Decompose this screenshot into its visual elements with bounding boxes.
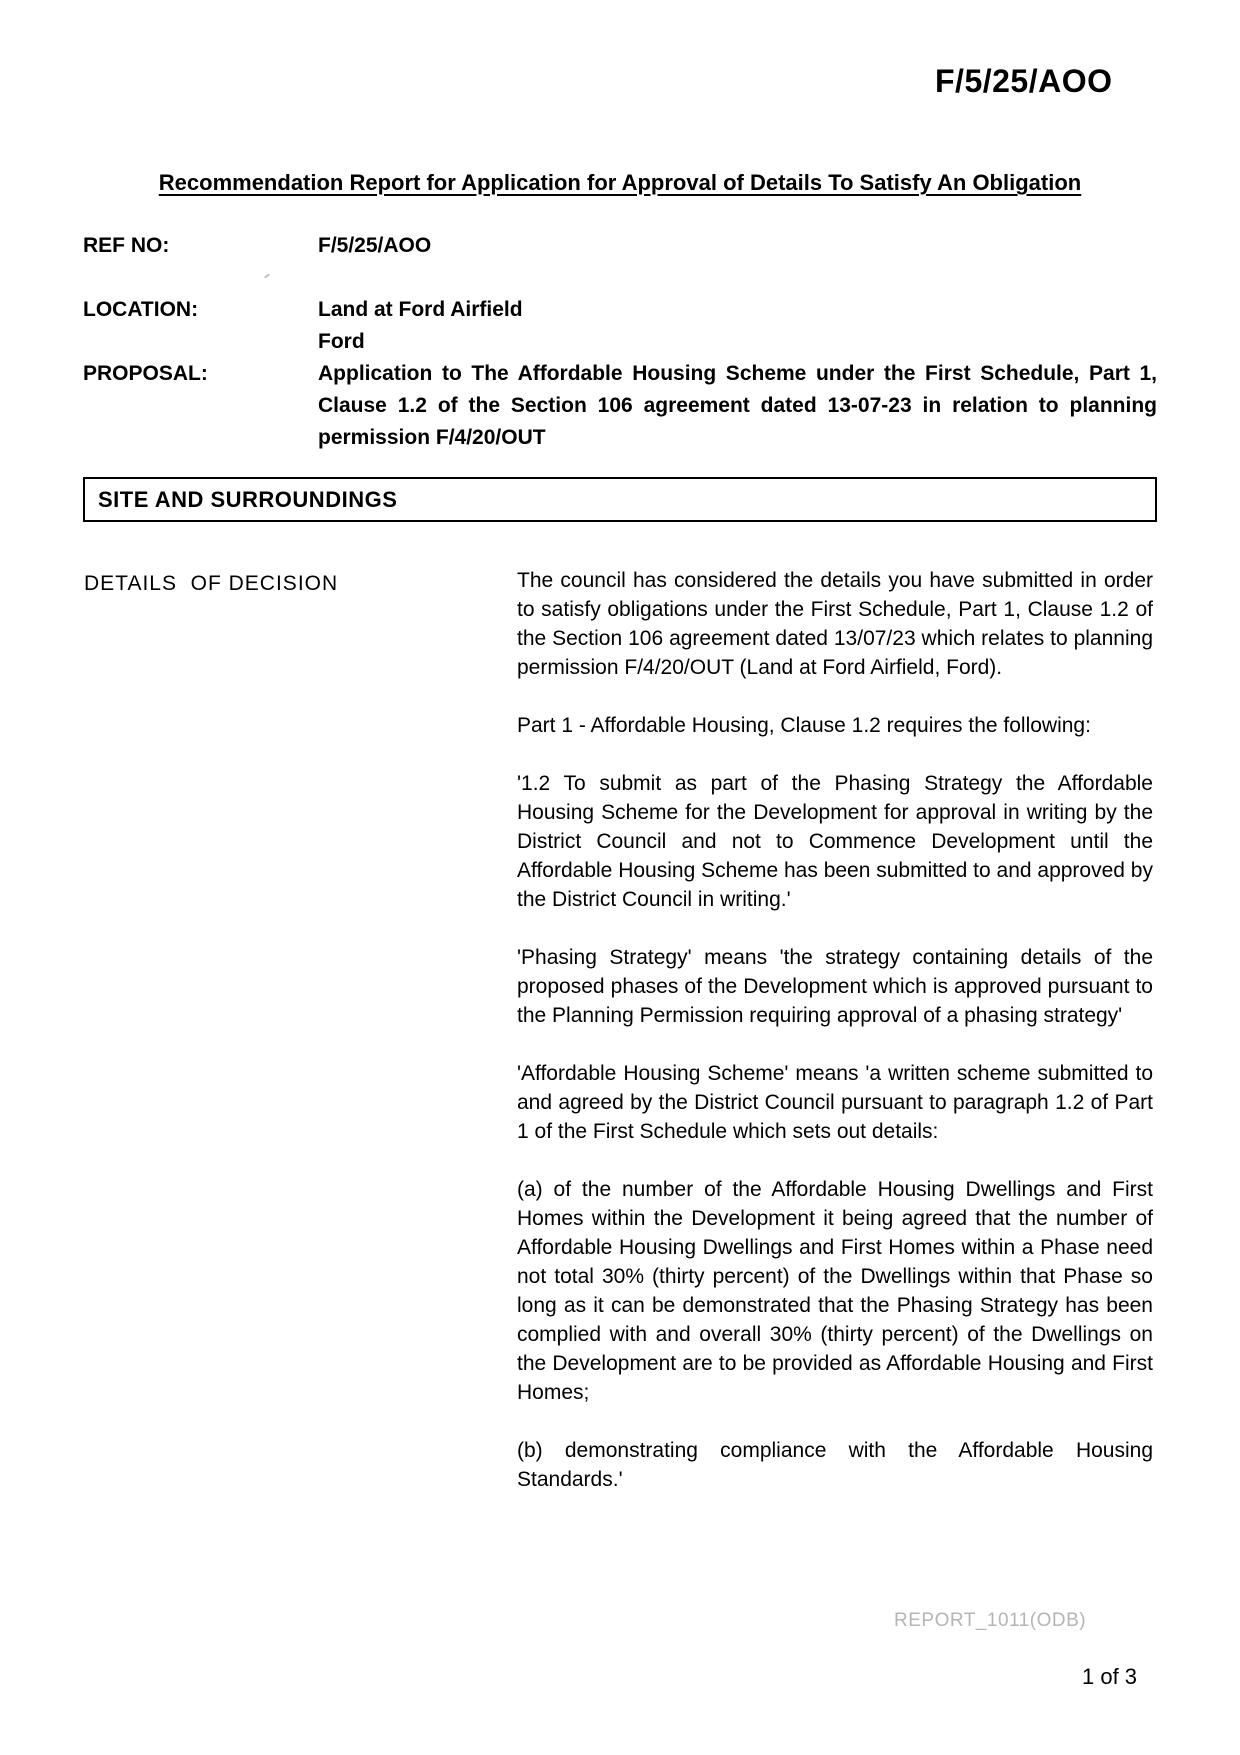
decision-paragraph-6: (a) of the number of the Affordable Housing Dwellings and First Homes within the Development it being agreed that the number of Affordable Housing Dwellings and First Homes within a Phase need not total 30% (thirty percent) of the Dwellings within that Phase so long as it can be demonstrated that the Phasing Strategy has been complied with and overall 30% (thirty percent) of the Dwellings on the Development are to be provided as Affordable Housing and First Homes; (517, 1178, 1153, 1404)
decision-paragraph-4: 'Phasing Strategy' means 'the strategy containing details of the proposed phases of the Development which is approved pursuant to the Planning Permission requiring approval of a phasing strategy' (517, 946, 1153, 1027)
decision-paragraph-5: 'Affordable Housing Scheme' means 'a written scheme submitted to and agreed by the District Council pursuant to paragraph 1.2 of Part 1 of the First Schedule which sets out details: (517, 1062, 1153, 1143)
scan-artifact-speck (264, 273, 270, 278)
ref-no-value: F/5/25/AOO (318, 234, 432, 257)
location-line-2: Ford (318, 330, 365, 353)
section-heading-text: SITE AND SURROUNDINGS (98, 486, 398, 512)
details-of-decision-label: DETAILS OF DECISION (84, 572, 339, 595)
proposal-row (83, 358, 1157, 454)
decision-paragraph-7: (b) demonstrating compliance with the Affordable Housing Standards.' (517, 1439, 1153, 1491)
decision-body (517, 566, 1153, 1523)
decision-paragraph-2: Part 1 - Affordable Housing, Clause 1.2 requires the following: (517, 714, 1091, 737)
header-ref-number: F/5/25/AOO (935, 63, 1113, 99)
document-title (83, 168, 1157, 198)
location-row (83, 294, 1157, 358)
document-title-text: Recommendation Report for Application for Approval of Details To Satisfy An Obligation (158, 170, 1082, 195)
decision-paragraph-3: '1.2 To submit as part of the Phasing Strategy the Affordable Housing Scheme for the Development for approval in writing by the District Council and not to Commence Development until the Affordable Housing Scheme has been submitted to and approved by the District Council in writing.' (517, 772, 1153, 911)
location-label: LOCATION: (83, 298, 199, 321)
location-line-1: Land at Ford Airfield (318, 298, 523, 321)
section-heading-box (83, 477, 1157, 522)
proposal-label: PROPOSAL: (83, 362, 208, 385)
proposal-value: Application to The Affordable Housing Scheme under the First Schedule, Part 1, Clause 1.2 of the Section 106 agreement dated 13-07-23 in relation to planning permission F/4/20/OUT (318, 362, 1157, 449)
ref-no-row (83, 230, 1157, 262)
decision-paragraph-1: The council has considered the details you have submitted in order to satisfy obligations under the First Schedule, Part 1, Clause 1.2 of the Section 106 agreement dated 13/07/23 which relates to planning permission F/4/20/OUT (Land at Ford Airfield, Ford). (517, 569, 1153, 679)
location-value (318, 294, 1157, 358)
ref-no-label: REF NO: (83, 234, 170, 257)
page-number-indicator: 1 of 3 (1082, 1664, 1138, 1689)
footer-report-code: REPORT_1011(ODB) (894, 1610, 1087, 1631)
